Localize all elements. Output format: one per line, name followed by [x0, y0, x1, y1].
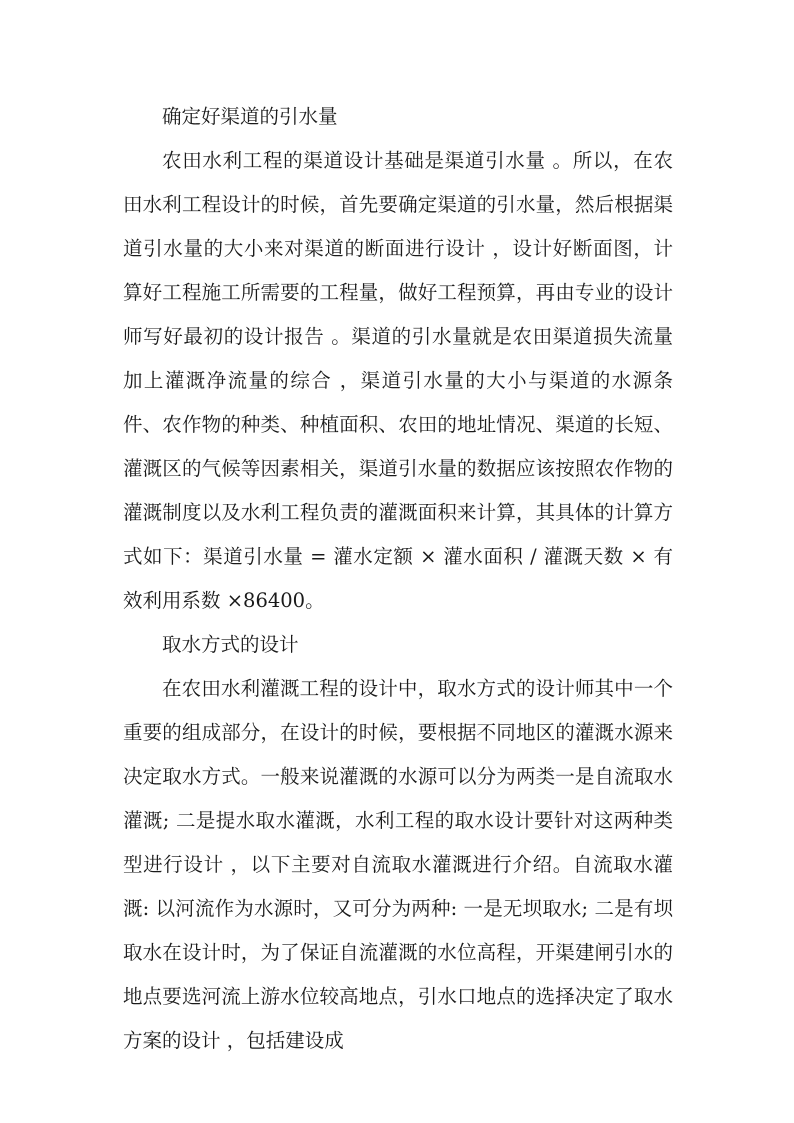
body-paragraph: 农田水利工程的渠道设计基础是渠道引水量 。所以，在农田水利工程设计的时候，首先要确定渠道的引水量，然后根据渠道引水量的大小来对渠道的断面进行设计 ，设计好断面图，计算好工程施工所需要的工程量，做好工程预算，再由专业的设计师写好最初的设计报告 。渠道的引水量就是农田渠道损失流量加上灌溉净流量的综合 ，渠道引水量的大小与渠道的水源条件、农作物的种类、种植面积、农田的地址情况、渠道的长短、灌溉区的气候等因素相关，渠道引水量的数据应该按照农作物的灌溉制度以及水利工程负责的灌溉面积来计算，其具体的计算方式如下：渠道引水量 = 灌水定额 × 灌水面积 / 灌溉天数 × 有效利用系数 ×86400。 [123, 149, 673, 612]
section-heading-water-intake-volume: 确定好渠道的引水量 [162, 105, 338, 128]
body-paragraph: 在农田水利灌溉工程的设计中，取水方式的设计师其中一个重要的组成部分，在设计的时候，要根据不同地区的灌溉水源来决定取水方式。一般来说灌溉的水源可以分为两类一是自流取水灌溉; 二是提水取水灌溉，水利工程的取水设计要针对这两种类型进行设计 ，以下主要对自流取水灌溉进行介绍。自流取水灌溉: 以河流作为水源时，又可分为两种: 一是无坝取水; 二是有坝取水在设计时，为了保证自流灌溉的水位高程，开渠建闸引水的地点要选河流上游水位较高地点，引水口地点的选择决定了取水方案的设计 ，包括建设成 [123, 677, 673, 1052]
section-heading-intake-method: 取水方式的设计 [162, 633, 299, 656]
document-body [123, 95, 673, 1063]
